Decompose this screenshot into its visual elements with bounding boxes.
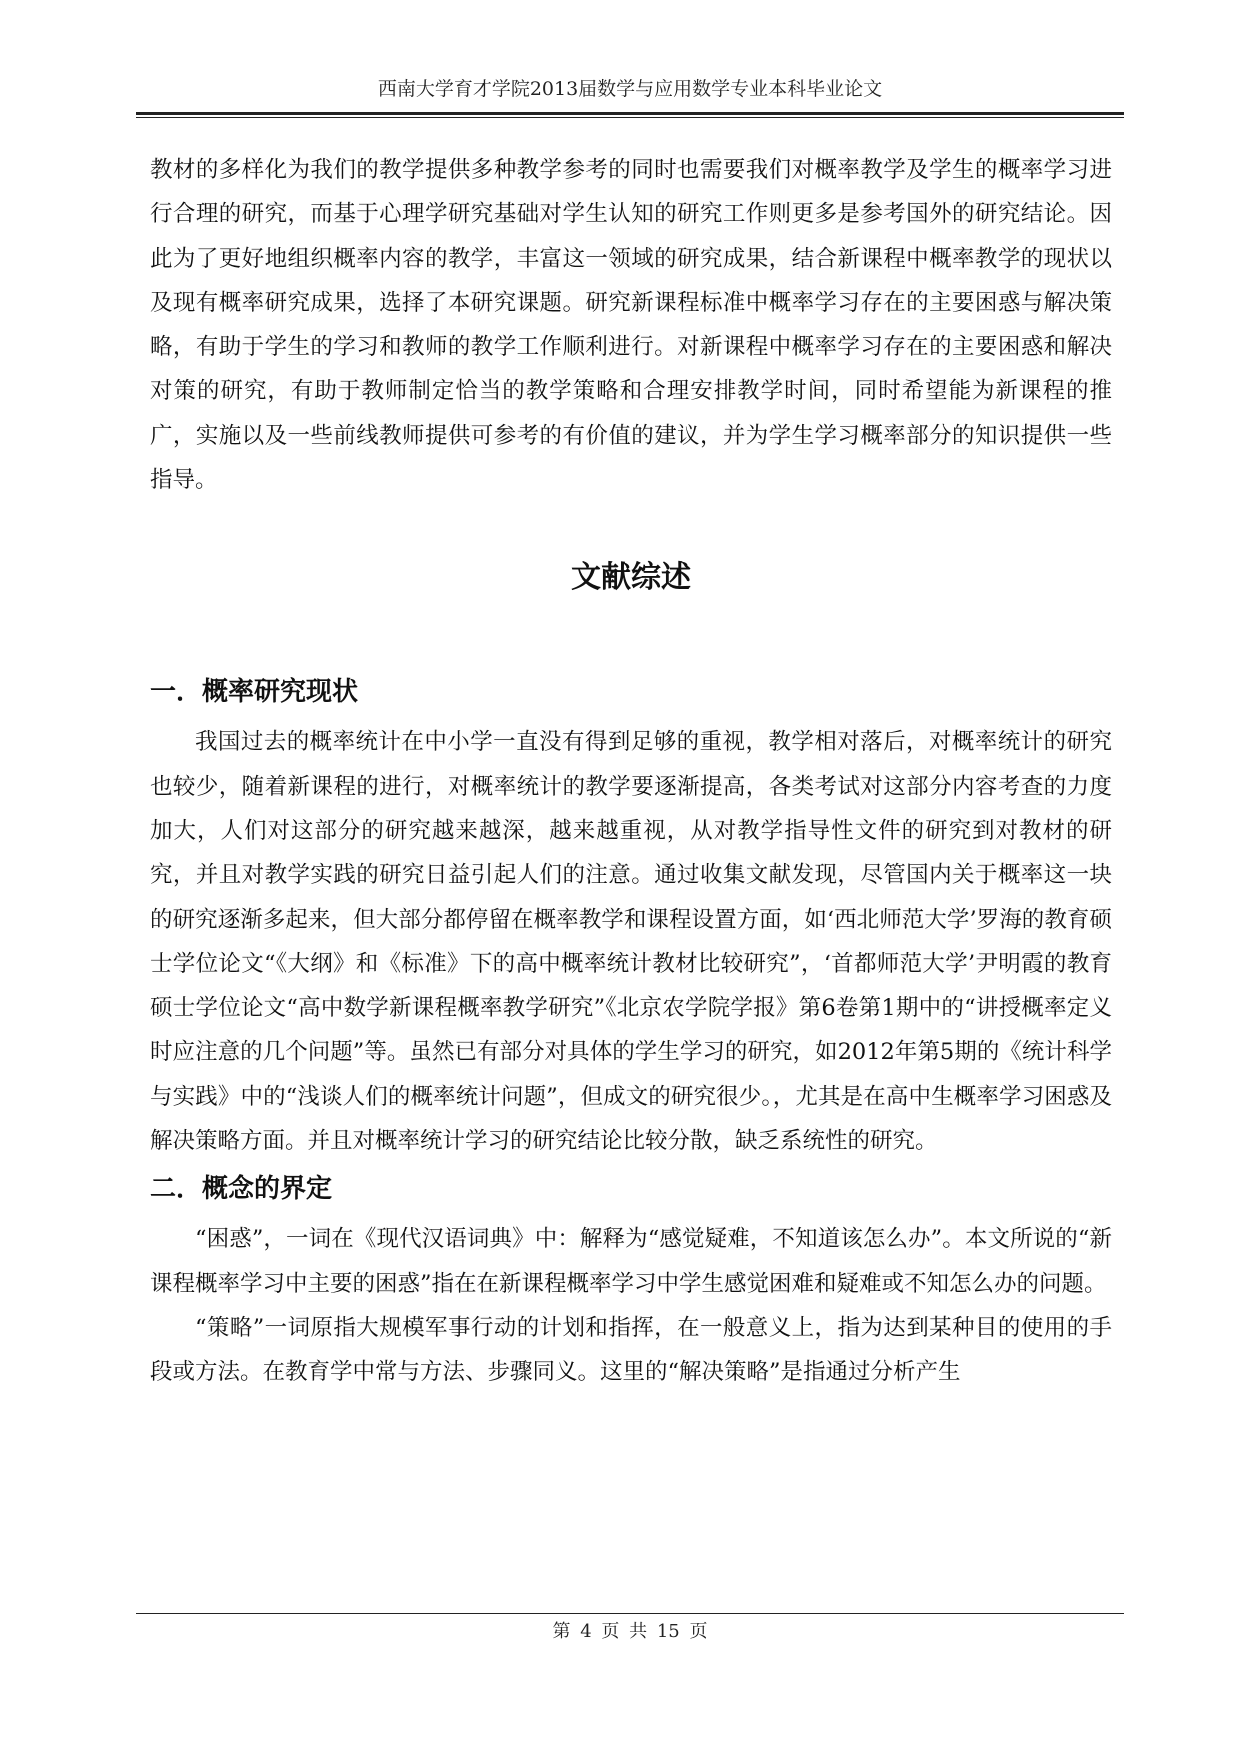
definition-paragraph-confusion: “困惑”，一词在《现代汉语词典》中：解释为“感觉疑难，不知道该怎么办”。本文所说的“新课程概率学习中主要的困惑”指在在新课程概率学习中学生感觉困难和疑难或不知怎么办的问题。 — [150, 1226, 1112, 1297]
definition-paragraph-strategy: “策略”一词原指大规模军事行动的计划和指挥，在一般意义上，指为达到某种目的使用的手段或方法。在教育学中常与方法、步骤同义。这里的“解决策略”是指通过分析产生 — [150, 1314, 1112, 1386]
chapter-title: 文献综述 — [571, 560, 691, 596]
section-heading-definition: 二．概念的界定 — [150, 1174, 333, 1205]
header-rule — [136, 112, 1124, 115]
section-heading-status: 一．概率研究现状 — [150, 677, 359, 708]
page-content — [150, 148, 1112, 1395]
section-status-paragraph: 我国过去的概率统计在中小学一直没有得到足够的重视，教学相对落后，对概率统计的研究也较少，随着新课程的进行，对概率统计的教学要逐渐提高，各类考试对这部分内容考查的力度加大，人们对这部分的研究越来越深，越来越重视，从对教学指导性文件的研究到对教材的研究，并且对教学实践的研究日益引起人们的注意。通过收集文献发现，尽管国内关于概率这一块的研究逐渐多起来，但大部分都停留在概率教学和课程设置方面，如‘西北师范大学’罗海的教育硕士学位论文“《大纲》和《标准》下的高中概率统计教材比较研究”，‘首都师范大学’尹明霞的教育硕士学位论文“高中数学新课程概率教学研究”《北京农学院学报》第6卷第1期中的“讲授概率定义时应注意的几个问题”等。虽然已有部分对具体的学生学习的研究，如2012年第5期的《统计科学与实践》中的“浅谈人们的概率统计问题”，但成文的研究很少。，尤其是在高中生概率学习困惑及解决策略方面。并且对概率统计学习的研究结论比较分散，缺乏系统性的研究。 — [150, 729, 1112, 1155]
header-rule-thin — [136, 117, 1124, 118]
intro-paragraph: 教材的多样化为我们的教学提供多种教学参考的同时也需要我们对概率教学及学生的概率学习进行合理的研究，而基于心理学研究基础对学生认知的研究工作则更多是参考国外的研究结论。因此为了更好地组织概率内容的教学，丰富这一领域的研究成果，结合新课程中概率教学的现状以及现有概率研究成果，选择了本研究课题。研究新课程标准中概率学习存在的主要困惑与解决策略，有助于学生的学习和教师的教学工作顺利进行。对新课程中概率学习存在的主要困惑和解决对策的研究，有助于教师制定恰当的教学策略和合理安排教学时间，同时希望能为新课程的推广，实施以及一些前线教师提供可参考的有价值的建议，并为学生学习概率部分的知识提供一些指导。 — [150, 157, 1112, 494]
page-number: 第 4 页 共 15 页 — [552, 1621, 708, 1642]
page-header: 西南大学育才学院2013届数学与应用数学专业本科毕业论文 — [377, 78, 883, 100]
footer-rule — [136, 1613, 1124, 1614]
